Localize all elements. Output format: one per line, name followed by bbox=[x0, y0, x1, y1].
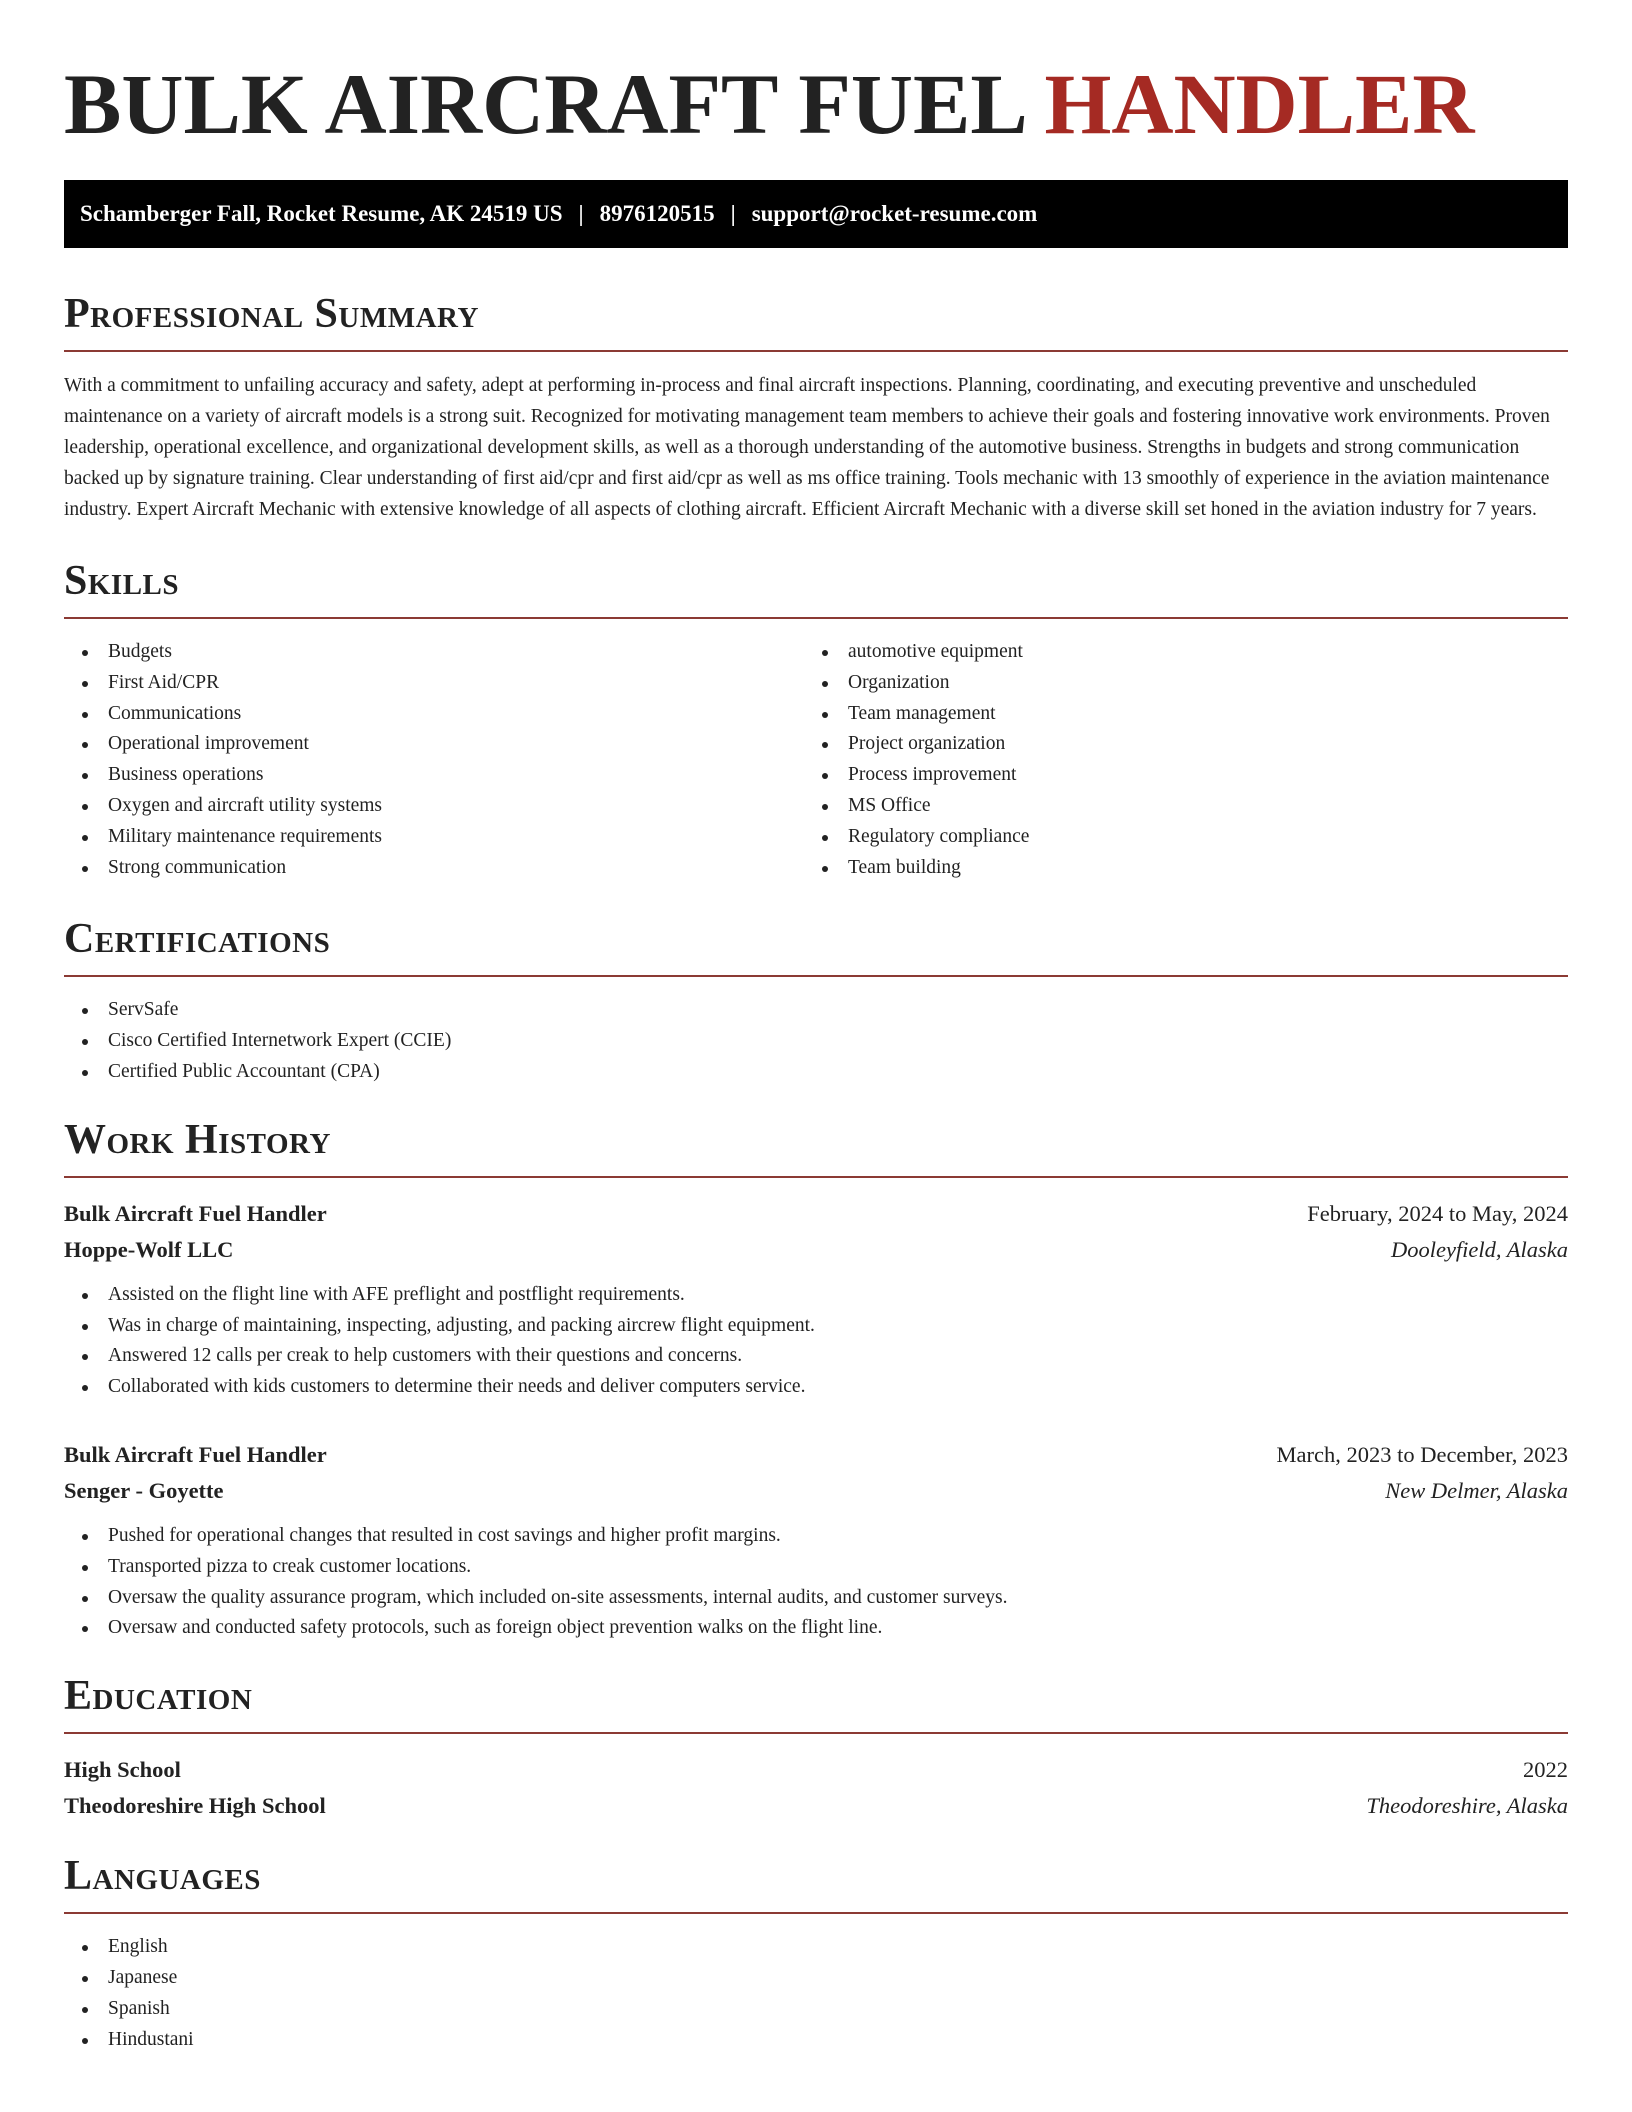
list-item: Was in charge of maintaining, inspecting, adjusting, and packing aircrew flight equipment. bbox=[64, 1311, 1568, 1342]
list-item: Business operations bbox=[64, 760, 804, 791]
list-item: Assisted on the flight line with AFE preflight and postflight requirements. bbox=[64, 1280, 1568, 1311]
list-item: Certified Public Accountant (CPA) bbox=[64, 1057, 1568, 1088]
list-item: MS Office bbox=[804, 791, 1544, 822]
list-item: Project organization bbox=[804, 729, 1544, 760]
list-item: Strong communication bbox=[64, 853, 804, 884]
job-duties-list bbox=[64, 1280, 1568, 1403]
education-location: Theodoreshire, Alaska bbox=[1366, 1793, 1568, 1819]
list-item: Budgets bbox=[64, 637, 804, 668]
section-title-summary: Professional Summary bbox=[64, 292, 1568, 352]
list-item: Hindustani bbox=[64, 2025, 1568, 2056]
list-item: Operational improvement bbox=[64, 729, 804, 760]
job-dates: February, 2024 to May, 2024 bbox=[1307, 1200, 1568, 1226]
summary-text: With a commitment to unfailing accuracy and safety, adept at performing in-process and final aircraft inspections. Planning, coordinating, and executing preventive and unscheduled maintenance on a variety of aircraft models is a strong suit. Recognized for motivating management team members to achieve their goals and fostering innovative work environments. Proven leadership, operational excellence, and organizational development skills, as well as a thorough understanding of the automotive business. Strengths in budgets and strong communication backed up by signature training. Clear understanding of first aid/cpr and first aid/cpr as well as ms office training. Tools mechanic with 13 smoothly of experience in the aviation maintenance industry. Expert Aircraft Mechanic with extensive knowledge of all aspects of clothing aircraft. Efficient Aircraft Mechanic with a diverse skill set honed in the aviation industry for 7 years. bbox=[64, 375, 1550, 520]
list-item: Cisco Certified Internetwork Expert (CCIE) bbox=[64, 1026, 1568, 1057]
education-entry bbox=[64, 1752, 1568, 1824]
title-accent: HANDLER bbox=[1044, 56, 1475, 152]
education-school-row bbox=[64, 1788, 1568, 1824]
contact-address: Schamberger Fall, Rocket Resume, AK 24519 US bbox=[80, 201, 563, 226]
list-item: Organization bbox=[804, 668, 1544, 699]
job-company-row bbox=[64, 1473, 1568, 1509]
list-item: Oversaw the quality assurance program, which included on-site assessments, internal audits, and customer surveys. bbox=[64, 1583, 1568, 1614]
resume-title bbox=[64, 58, 1568, 150]
job-title: Bulk Aircraft Fuel Handler bbox=[64, 1441, 327, 1467]
job-entry bbox=[64, 1196, 1568, 1403]
languages-list bbox=[64, 1932, 1568, 2055]
list-item: Japanese bbox=[64, 1963, 1568, 1994]
list-item: Process improvement bbox=[804, 760, 1544, 791]
skills-list-right bbox=[804, 637, 1544, 883]
skills-columns bbox=[64, 619, 1568, 883]
certifications-list bbox=[64, 995, 1568, 1087]
section-title-certifications: Certifications bbox=[64, 917, 1568, 977]
contact-separator: | bbox=[578, 201, 584, 226]
languages-section bbox=[64, 1854, 1568, 2055]
list-item: Oxygen and aircraft utility systems bbox=[64, 791, 804, 822]
summary-section bbox=[64, 292, 1568, 525]
list-item: Pushed for operational changes that resulted in cost savings and higher profit margins. bbox=[64, 1521, 1568, 1552]
certifications-section bbox=[64, 917, 1568, 1087]
list-item: Spanish bbox=[64, 1994, 1568, 2025]
list-item: automotive equipment bbox=[804, 637, 1544, 668]
job-entry bbox=[64, 1437, 1568, 1644]
list-item: Military maintenance requirements bbox=[64, 822, 804, 853]
list-item: Team management bbox=[804, 699, 1544, 730]
list-item: English bbox=[64, 1932, 1568, 1963]
job-company: Senger - Goyette bbox=[64, 1477, 224, 1503]
list-item: Communications bbox=[64, 699, 804, 730]
list-item: ServSafe bbox=[64, 995, 1568, 1026]
contact-email[interactable]: support@rocket-resume.com bbox=[751, 201, 1038, 226]
section-title-work-history: Work History bbox=[64, 1118, 1568, 1178]
education-section bbox=[64, 1674, 1568, 1824]
job-company: Hoppe-Wolf LLC bbox=[64, 1236, 234, 1262]
section-title-education: Education bbox=[64, 1674, 1568, 1734]
job-header-row bbox=[64, 1437, 1568, 1473]
list-item: Regulatory compliance bbox=[804, 822, 1544, 853]
list-item: Team building bbox=[804, 853, 1544, 884]
list-item: Collaborated with kids customers to determine their needs and deliver computers service. bbox=[64, 1372, 1568, 1403]
list-item: First Aid/CPR bbox=[64, 668, 804, 699]
job-duties-list bbox=[64, 1521, 1568, 1644]
job-header-row bbox=[64, 1196, 1568, 1232]
education-school: Theodoreshire High School bbox=[64, 1793, 326, 1819]
skills-section bbox=[64, 559, 1568, 883]
job-location: New Delmer, Alaska bbox=[1385, 1477, 1568, 1503]
title-main: BULK AIRCRAFT FUEL bbox=[64, 56, 1023, 152]
job-title: Bulk Aircraft Fuel Handler bbox=[64, 1200, 327, 1226]
list-item: Oversaw and conducted safety protocols, such as foreign object prevention walks on the flight line. bbox=[64, 1613, 1568, 1644]
section-title-languages: Languages bbox=[64, 1854, 1568, 1914]
section-title-skills: Skills bbox=[64, 559, 1568, 619]
contact-bar bbox=[64, 180, 1568, 248]
job-dates: March, 2023 to December, 2023 bbox=[1276, 1441, 1568, 1467]
work-history-section bbox=[64, 1118, 1568, 1644]
skills-list-left bbox=[64, 637, 804, 883]
job-company-row bbox=[64, 1232, 1568, 1268]
education-degree: High School bbox=[64, 1757, 181, 1783]
contact-separator: | bbox=[730, 201, 736, 226]
job-location: Dooleyfield, Alaska bbox=[1390, 1236, 1568, 1262]
list-item: Answered 12 calls per creak to help customers with their questions and concerns. bbox=[64, 1341, 1568, 1372]
contact-phone: 8976120515 bbox=[599, 201, 715, 226]
list-item: Transported pizza to creak customer locations. bbox=[64, 1552, 1568, 1583]
education-header-row bbox=[64, 1752, 1568, 1788]
education-year: 2022 bbox=[1523, 1757, 1568, 1783]
